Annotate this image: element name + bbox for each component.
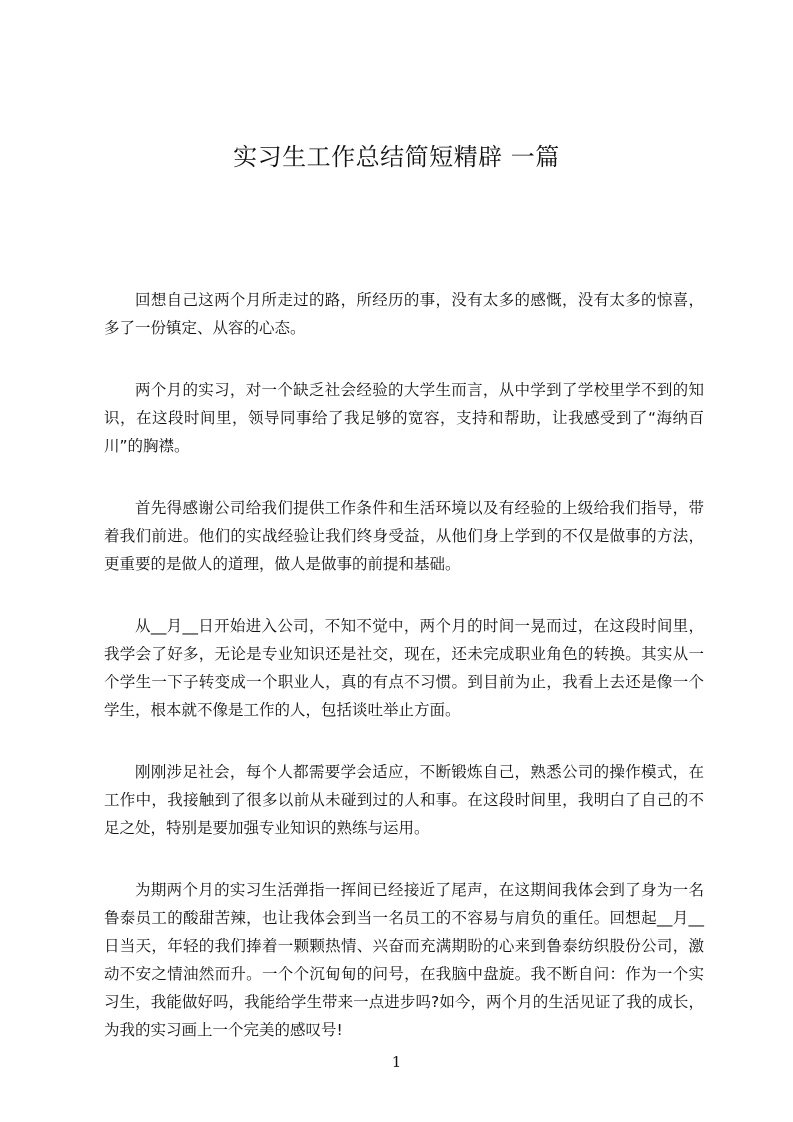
- paragraph: 刚刚涉足社会，每个人都需要学会适应，不断锻炼自己，熟悉公司的操作模式，在工作中，我接触到了很多以前从未碰到过的人和事。在这段时间里，我明白了自己的不足之处，特别是要加强专业知识的熟练与运用。: [104, 763, 704, 837]
- page-title: 实习生工作总结简短精辟 一篇: [233, 143, 560, 171]
- page-number: 1: [391, 1053, 402, 1071]
- document-body: [104, 286, 704, 1078]
- paragraph: 从__月__日开始进入公司，不知不觉中，两个月的时间一晃而过，在这段时间里，我学会了好多，无论是专业知识还是社交，现在，还未完成职业角色的转换。其实从一个学生一下子转变成一个职业人，真的有点不习惯。到目前为止，我看上去还是像一个学生，根本就不像是工作的人，包括谈吐举止方面。: [104, 617, 704, 719]
- paragraph: 为期两个月的实习生活弹指一挥间已经接近了尾声，在这期间我体会到了身为一名鲁泰员工的酸甜苦辣，也让我体会到当一名员工的不容易与肩负的重任。回想起__月__日当天，年轻的我们捧着一颗颗热情、兴奋而充满期盼的心来到鲁泰纺织股份公司，激动不安之情油然而升。一个个沉甸甸的问号，在我脑中盘旋。我不断自问：作为一个实习生，我能做好吗，我能给学生带来一点进步吗?如今，两个月的生活见证了我的成长，为我的实习画上一个完美的感叹号!: [104, 881, 704, 1039]
- paragraph: 首先得感谢公司给我们提供工作条件和生活环境以及有经验的上级给我们指导，带着我们前进。他们的实战经验让我们终身受益，从他们身上学到的不仅是做事的方法，更重要的是做人的道理，做人是做事的前提和基础。: [104, 499, 704, 573]
- paragraph: 两个月的实习，对一个缺乏社会经验的大学生而言，从中学到了学校里学不到的知识，在这段时间里，领导同事给了我足够的宽容，支持和帮助，让我感受到了“海纳百川”的胸襟。: [104, 381, 704, 455]
- paragraph: 回想自己这两个月所走过的路，所经历的事，没有太多的感慨，没有太多的惊喜，多了一份镇定、从容的心态。: [104, 291, 704, 337]
